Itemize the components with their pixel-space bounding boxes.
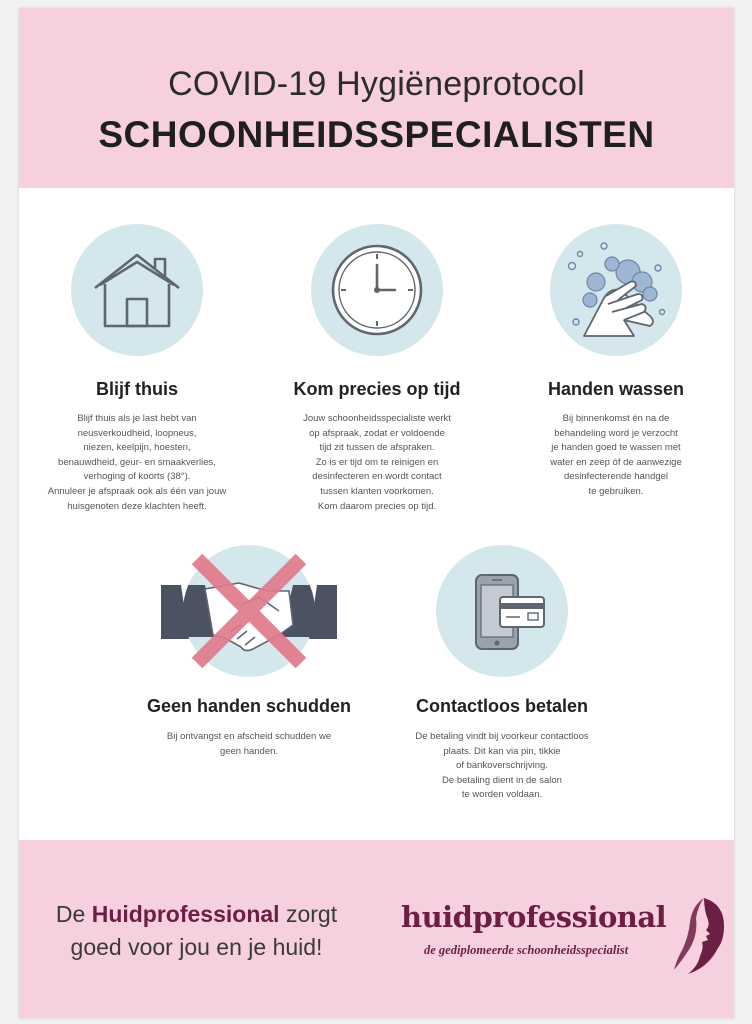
title-line-1: COVID-19 Hygiëneprotocol xyxy=(168,65,585,103)
text-line: niezen, keelpijn, hoesten, xyxy=(83,442,191,454)
item-title: Handen wassen xyxy=(547,379,685,399)
house-icon xyxy=(71,224,203,356)
text-line: benauwdheid, geur- en smaakverlies, xyxy=(58,456,216,468)
item-description xyxy=(131,730,367,759)
text-line: je handen goed te wassen met xyxy=(551,442,681,454)
text-line: geen handen. xyxy=(219,745,279,757)
text-line: neusverkoudheid, loopneus, xyxy=(77,427,197,439)
text-line: Kom daarom precies op tijd. xyxy=(317,500,437,512)
text-line: Bij binnenkomst én na de xyxy=(562,413,670,424)
item-no-handshake xyxy=(131,545,367,785)
poster xyxy=(19,8,734,1018)
logo-tagline: de gediplomeerde schoonheidsspecialist xyxy=(424,943,629,957)
text-line: verhoging of koorts (38°). xyxy=(83,471,191,483)
text-line: Jouw schoonheidsspecialiste werkt xyxy=(303,413,451,424)
item-title: Kom precies op tijd xyxy=(293,379,461,399)
text-line: te worden voldaan. xyxy=(461,789,543,801)
item-title: Geen handen schudden xyxy=(146,696,352,716)
text-line: Blijf thuis als je last hebt van xyxy=(77,413,197,424)
text-line: water en zeep óf de aanwezige xyxy=(550,456,682,468)
item-description xyxy=(384,730,620,803)
item-description xyxy=(19,412,255,514)
no-handshake-icon xyxy=(183,545,315,677)
item-be-on-time xyxy=(259,224,495,524)
text-line: Annuleer je afspraak ook als één van jouw xyxy=(47,485,227,497)
slogan-pre: De xyxy=(55,901,92,927)
text-line: De betaling vindt bij voorkeur contactloos xyxy=(415,731,589,742)
text-line: tussen klanten voorkomen. xyxy=(320,485,434,497)
text-line: of bankoverschrijving. xyxy=(456,760,548,772)
text-line: plaats. Dit kan via pin, tikkie xyxy=(443,745,561,757)
item-title: Contactloos betalen xyxy=(415,696,589,716)
text-line: op afspraak, zodat er voldoende xyxy=(309,427,445,439)
item-description xyxy=(259,412,495,514)
clock-icon xyxy=(311,224,443,356)
text-line: Zo is er tijd om te reinigen en xyxy=(315,456,439,468)
slogan-post: zorgt xyxy=(279,901,338,927)
logo-wordmark: huidprofessional xyxy=(401,900,667,934)
text-line: te gebruiken. xyxy=(588,485,644,497)
title-line-2: SCHOONHEIDSSPECIALISTEN xyxy=(98,114,655,155)
hand-washing-icon xyxy=(550,224,682,356)
slogan xyxy=(19,898,374,964)
item-stay-home xyxy=(19,224,255,524)
text-line: desinfecteren en wordt contact xyxy=(312,471,442,483)
item-title: Blijf thuis xyxy=(96,379,178,399)
item-contactless-payment xyxy=(384,545,620,805)
slogan-line-2: goed voor jou en je huid! xyxy=(70,934,323,960)
slogan-line-1 xyxy=(19,898,374,931)
text-line: Bij ontvangst en afscheid schudden we xyxy=(166,731,332,742)
text-line: behandeling word je verzocht xyxy=(554,427,678,439)
header-band xyxy=(19,8,734,188)
text-line: De betaling dient in de salon xyxy=(442,774,562,786)
item-wash-hands xyxy=(498,224,734,524)
text-line: desinfecterende handgel xyxy=(563,471,669,483)
slogan-brand: Huidprofessional xyxy=(91,901,280,927)
footer-band xyxy=(19,840,734,1018)
contactless-payment-icon xyxy=(436,545,568,677)
text-line: huisgenoten deze klachten heeft. xyxy=(67,500,207,512)
face-profile-icon xyxy=(674,896,729,976)
item-description xyxy=(498,412,734,500)
text-line: tijd zit tussen de afspraken. xyxy=(319,442,435,454)
